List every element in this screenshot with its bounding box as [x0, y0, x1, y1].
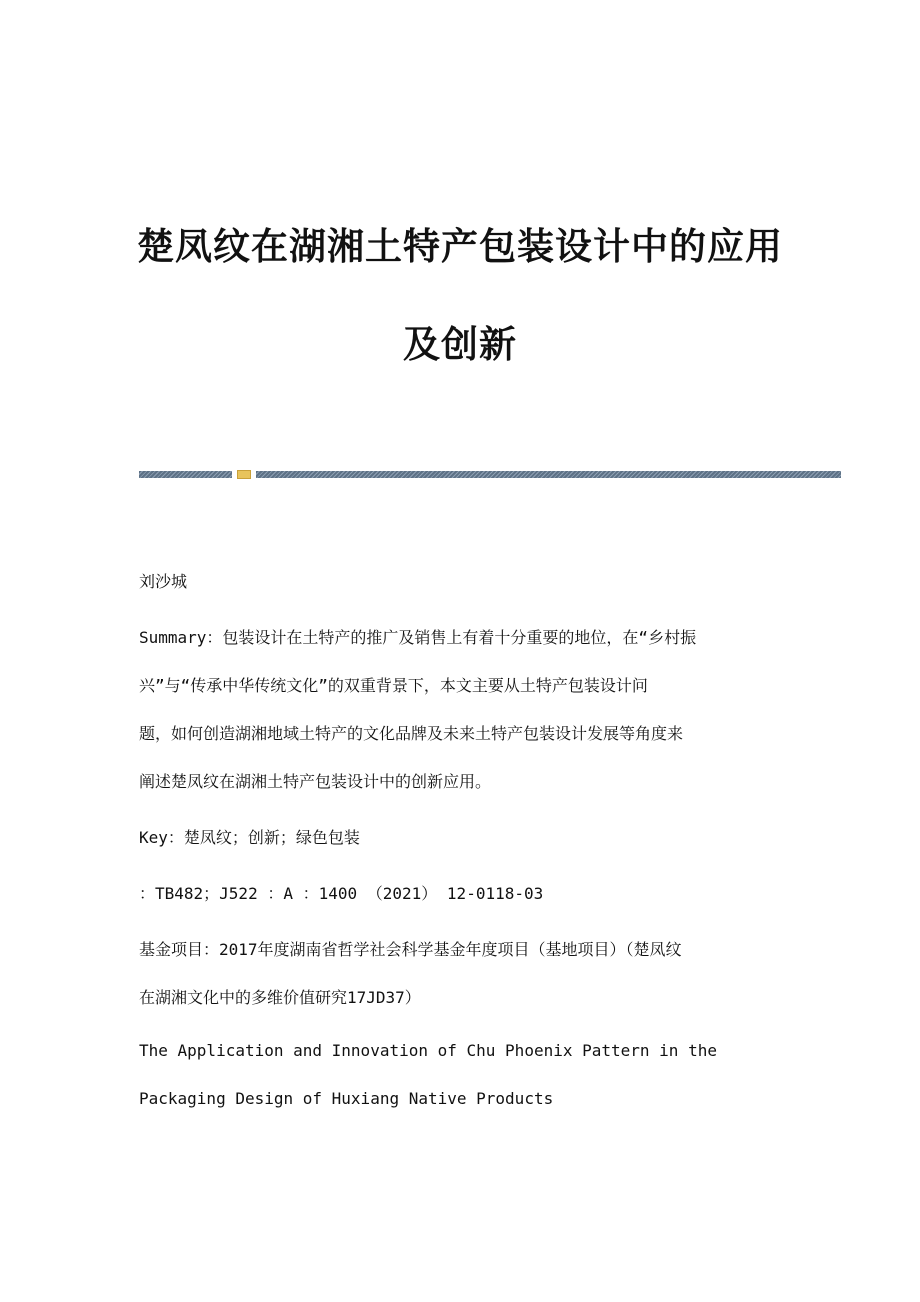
author-name: 刘沙城: [139, 572, 188, 591]
summary-line: Summary：包装设计在土特产的推广及销售上有着十分重要的地位，在“乡村振: [139, 628, 697, 647]
fund-project-line: 基金项目：2017年度湖南省哲学社会科学基金年度项目（基地项目）（楚凤纹: [139, 940, 682, 959]
summary-line: 兴”与“传承中华传统文化”的双重背景下，本文主要从土特产包装设计问: [139, 676, 648, 695]
document-title-line-2: 及创新: [403, 322, 517, 366]
keywords: Key：楚凤纹；创新；绿色包装: [139, 828, 360, 847]
english-title-line: The Application and Innovation of Chu Phoenix Pattern in the: [139, 1041, 717, 1060]
decorative-divider: [139, 470, 841, 479]
divider-ornament-icon: [237, 470, 251, 479]
summary-line: 题，如何创造湖湘地域土特产的文化品牌及未来土特产包装设计发展等角度来: [139, 724, 684, 743]
divider-bar-left: [139, 471, 232, 478]
english-title-line: Packaging Design of Huxiang Native Products: [139, 1089, 554, 1108]
divider-bar-right: [256, 471, 841, 478]
document-title-line-1: 楚凤纹在湖湘土特产包装设计中的应用: [137, 224, 783, 268]
classification-codes: ：TB482；J522 ：A ：1400 （2021） 12-0118-03: [139, 884, 544, 903]
summary-line: 阐述楚凤纹在湖湘土特产包装设计中的创新应用。: [139, 772, 492, 791]
fund-project-line: 在湖湘文化中的多维价值研究17JD37）: [139, 988, 421, 1007]
